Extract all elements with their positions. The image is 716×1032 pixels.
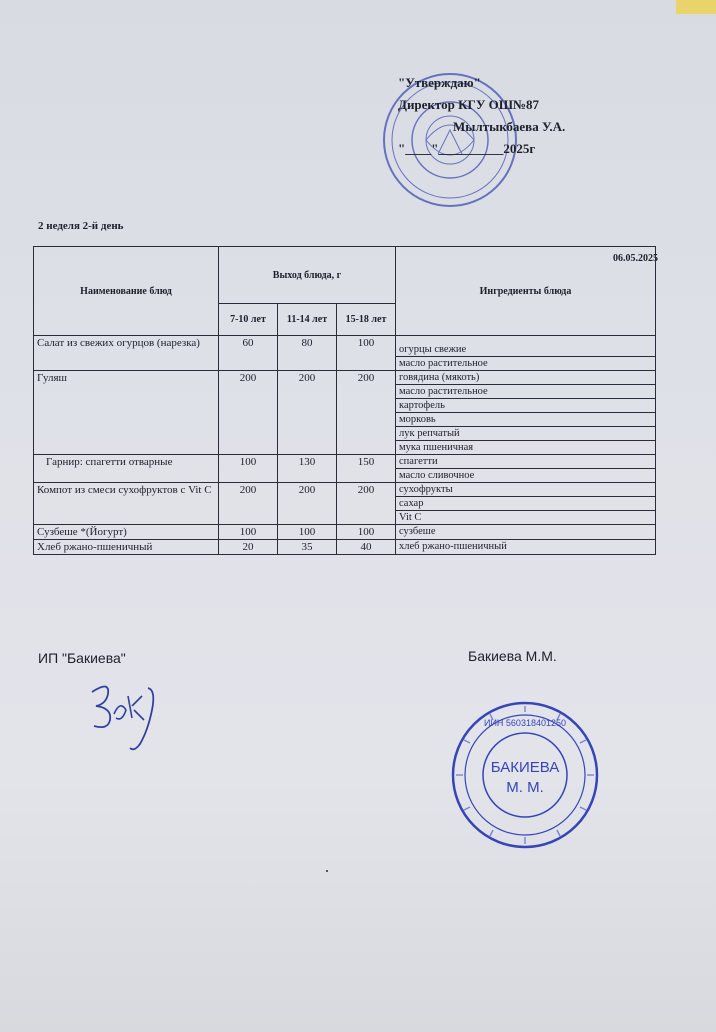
entrepreneur-stamp (450, 700, 600, 850)
yield-11-14: 35 (278, 540, 337, 555)
ingredient: хлеб ржано-пшеничный (396, 540, 656, 555)
header-yield: Выход блюда, г (219, 247, 396, 304)
yield-7-10: 100 (219, 525, 278, 540)
yield-15-18: 40 (337, 540, 396, 555)
stamp-name-line1: БАКИЕВА (490, 759, 560, 776)
dish-name: Гарнир: спагетти отварные (34, 455, 219, 483)
ingredient: Vit C (396, 511, 656, 525)
table-row (34, 525, 656, 540)
background-object (676, 0, 716, 14)
yield-15-18: 200 (337, 371, 396, 455)
signatory-left: ИП "Бакиева" (38, 650, 126, 666)
yield-11-14: 200 (278, 483, 337, 525)
table-row (34, 336, 656, 357)
yield-7-10: 20 (219, 540, 278, 555)
handwritten-signature (70, 670, 180, 760)
header-age-15-18: 15-18 лет (337, 304, 396, 336)
dish-name: Компот из смеси сухофруктов с Vit C (34, 483, 219, 525)
yield-11-14: 100 (278, 525, 337, 540)
stamp-name-line2: М. М. (506, 779, 544, 796)
menu-date: 06.05.2025 (613, 253, 658, 264)
dish-name: Сузбеше *(Йогурт) (34, 525, 219, 540)
ingredient: масло сливочное (396, 469, 656, 483)
yield-15-18: 150 (337, 455, 396, 483)
speck (326, 870, 328, 872)
ingredient: морковь (396, 413, 656, 427)
ingredient: огурцы свежие (396, 336, 656, 357)
header-age-11-14: 11-14 лет (278, 304, 337, 336)
dish-name: Хлеб ржано-пшеничный (34, 540, 219, 555)
table-row (34, 455, 656, 469)
ingredient: лук репчатый (396, 427, 656, 441)
ingredient: мука пшеничная (396, 441, 656, 455)
menu-table (33, 246, 656, 555)
ingredient: спагетти (396, 455, 656, 469)
yield-15-18: 200 (337, 483, 396, 525)
yield-7-10: 200 (219, 371, 278, 455)
yield-11-14: 200 (278, 371, 337, 455)
dish-name: Салат из свежих огурцов (нарезка) (34, 336, 219, 371)
dish-name: Гуляш (34, 371, 219, 455)
yield-7-10: 200 (219, 483, 278, 525)
header-ingredients: Ингредиенты блюда (396, 247, 656, 336)
ingredient: картофель (396, 399, 656, 413)
header-dish-name: Наименование блюд (34, 247, 219, 336)
yield-11-14: 130 (278, 455, 337, 483)
yield-15-18: 100 (337, 336, 396, 371)
ingredient: говядина (мякоть) (396, 371, 656, 385)
stamp-inn: ИИН 560318401250 (483, 718, 567, 728)
table-row (34, 371, 656, 385)
ingredient: сахар (396, 497, 656, 511)
approval-position: Директор КГУ ОШ№87 (398, 97, 540, 112)
yield-15-18: 100 (337, 525, 396, 540)
approval-name: Мылтыкбаева У.А. (453, 119, 566, 134)
header-age-7-10: 7-10 лет (219, 304, 278, 336)
table-row (34, 540, 656, 555)
approval-block (398, 72, 698, 160)
ingredient: масло растительное (396, 357, 656, 371)
ingredient: масло растительное (396, 385, 656, 399)
table-row (34, 483, 656, 497)
signatory-right: Бакиева М.М. (468, 648, 557, 664)
yield-11-14: 80 (278, 336, 337, 371)
approval-date-line: "____"__________2025г (398, 141, 536, 156)
approval-title: "Утверждаю" (398, 75, 481, 90)
ingredient: сузбеше (396, 525, 656, 540)
yield-7-10: 60 (219, 336, 278, 371)
ingredient: сухофрукты (396, 483, 656, 497)
week-day-label: 2 неделя 2-й день (38, 220, 124, 232)
yield-7-10: 100 (219, 455, 278, 483)
